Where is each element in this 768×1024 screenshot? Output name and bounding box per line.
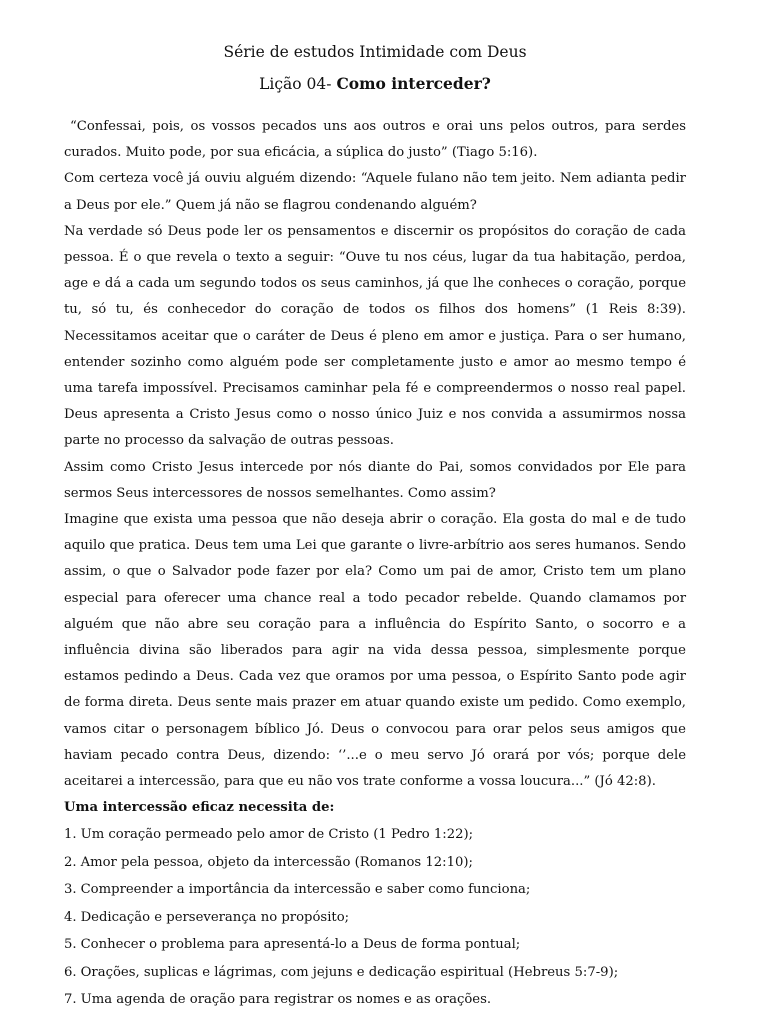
- list-item: [64, 986, 686, 1013]
- list-number: 7.: [64, 991, 77, 1007]
- list-number: 4.: [64, 909, 77, 925]
- paragraph-quote: “Confessai, pois, os vossos pecados uns aos outros e orai uns pelos outros, para serdes curados. Muito pode, por sua eficácia, a súplica do justo” (Tiago 5:16).: [64, 119, 686, 161]
- list-text: Um coração permeado pelo amor de Cristo (1 Pedro 1:22);: [80, 827, 474, 843]
- list-text: Compreender a importância da intercessão e saber como funciona;: [80, 882, 531, 898]
- list-number: 2.: [64, 854, 77, 870]
- list-item: [64, 876, 686, 903]
- list-text: Conhecer o problema para apresentá-lo a Deus de forma pontual;: [80, 937, 521, 953]
- lesson-name: Como interceder?: [336, 74, 491, 93]
- list-text: Amor pela pessoa, objeto da intercessão (Romanos 12:10);: [80, 854, 473, 870]
- paragraph: Com certeza você já ouviu alguém dizendo: “Aquele fulano não tem jeito. Nem adianta pedir a Deus por ele.” Quem já não se flagrou condenando alguém?: [64, 171, 686, 213]
- list-item: [64, 931, 686, 958]
- list-heading: Uma intercessão eficaz necessita de:: [64, 800, 335, 816]
- list-item: [64, 821, 686, 848]
- list-text: Dedicação e perseverança no propósito;: [80, 909, 350, 925]
- list-number: 3.: [64, 882, 77, 898]
- requirements-list: [64, 821, 686, 1013]
- list-number: 1.: [64, 827, 77, 843]
- list-item: [64, 849, 686, 876]
- paragraph: Imagine que exista uma pessoa que não deseja abrir o coração. Ela gosta do mal e de tudo aquilo que pratica. Deus tem uma Lei que garante o livre-arbítrio aos seres humanos. Sendo assim, o que o Salvador pode fazer por ela? Como um pai de amor, Cristo tem um plano especial para oferecer uma chance real a todo pecador rebelde. Quando clamamos por alguém que não abre seu coração para a influência do Espírito Santo, o socorro e a influência divina são liberados para agir na vida dessa pessoa, simplesmente porque estamos pedindo a Deus. Cada vez que oramos por uma pessoa, o Espírito Santo pode agir de forma direta. Deus sente mais prazer em atuar quando existe um pedido. Como exemplo, vamos citar o personagem bíblico Jó. Deus o convocou para orar pelos seus amigos que haviam pecado contra Deus, dizendo: ‘’...e o meu servo Jó orará por vós; porque dele aceitarei a intercessão, para que eu não vos trate conforme a vossa loucura...” (Jó 42:8).: [64, 512, 686, 790]
- list-text: Uma agenda de oração para registrar os nomes e as orações.: [80, 991, 492, 1007]
- list-item: [64, 959, 686, 986]
- paragraph: Na verdade só Deus pode ler os pensamentos e discernir os propósitos do coração de cada pessoa. É o que revela o texto a seguir: “Ouve tu nos céus, lugar da tua habitação, perdoa, age e dá a cada um segundo todos os seus caminhos, já que lhe conheces o coração, porque tu, só tu, és conhecedor do coração de todos os filhos dos homens” (1 Reis 8:39). Necessitamos aceitar que o caráter de Deus é pleno em amor e justiça. Para o ser humano, entender sozinho como alguém pode ser completamente justo e amor ao mesmo tempo é uma tarefa impossível. Precisamos caminhar pela fé e compreendermos o nosso real papel. Deus apresenta a Cristo Jesus como o nosso único Juiz e nos convida a assumirmos nossa parte no processo da salvação de outras pessoas.: [64, 223, 686, 449]
- list-item: [64, 904, 686, 931]
- list-text: Orações, suplicas e lágrimas, com jejuns e dedicação espiritual (Hebreus 5:7-9);: [80, 964, 619, 980]
- document-body: [64, 114, 686, 1013]
- paragraph: Assim como Cristo Jesus intercede por nós diante do Pai, somos convidados por Ele para sermos Seus intercessores de nossos semelhantes. Como assim?: [64, 459, 686, 501]
- lesson-title: [64, 70, 686, 98]
- lesson-number: Lição 04-: [259, 75, 332, 93]
- series-title: Série de estudos Intimidade com Deus: [223, 43, 527, 61]
- list-number: 5.: [64, 937, 77, 953]
- list-number: 6.: [64, 964, 77, 980]
